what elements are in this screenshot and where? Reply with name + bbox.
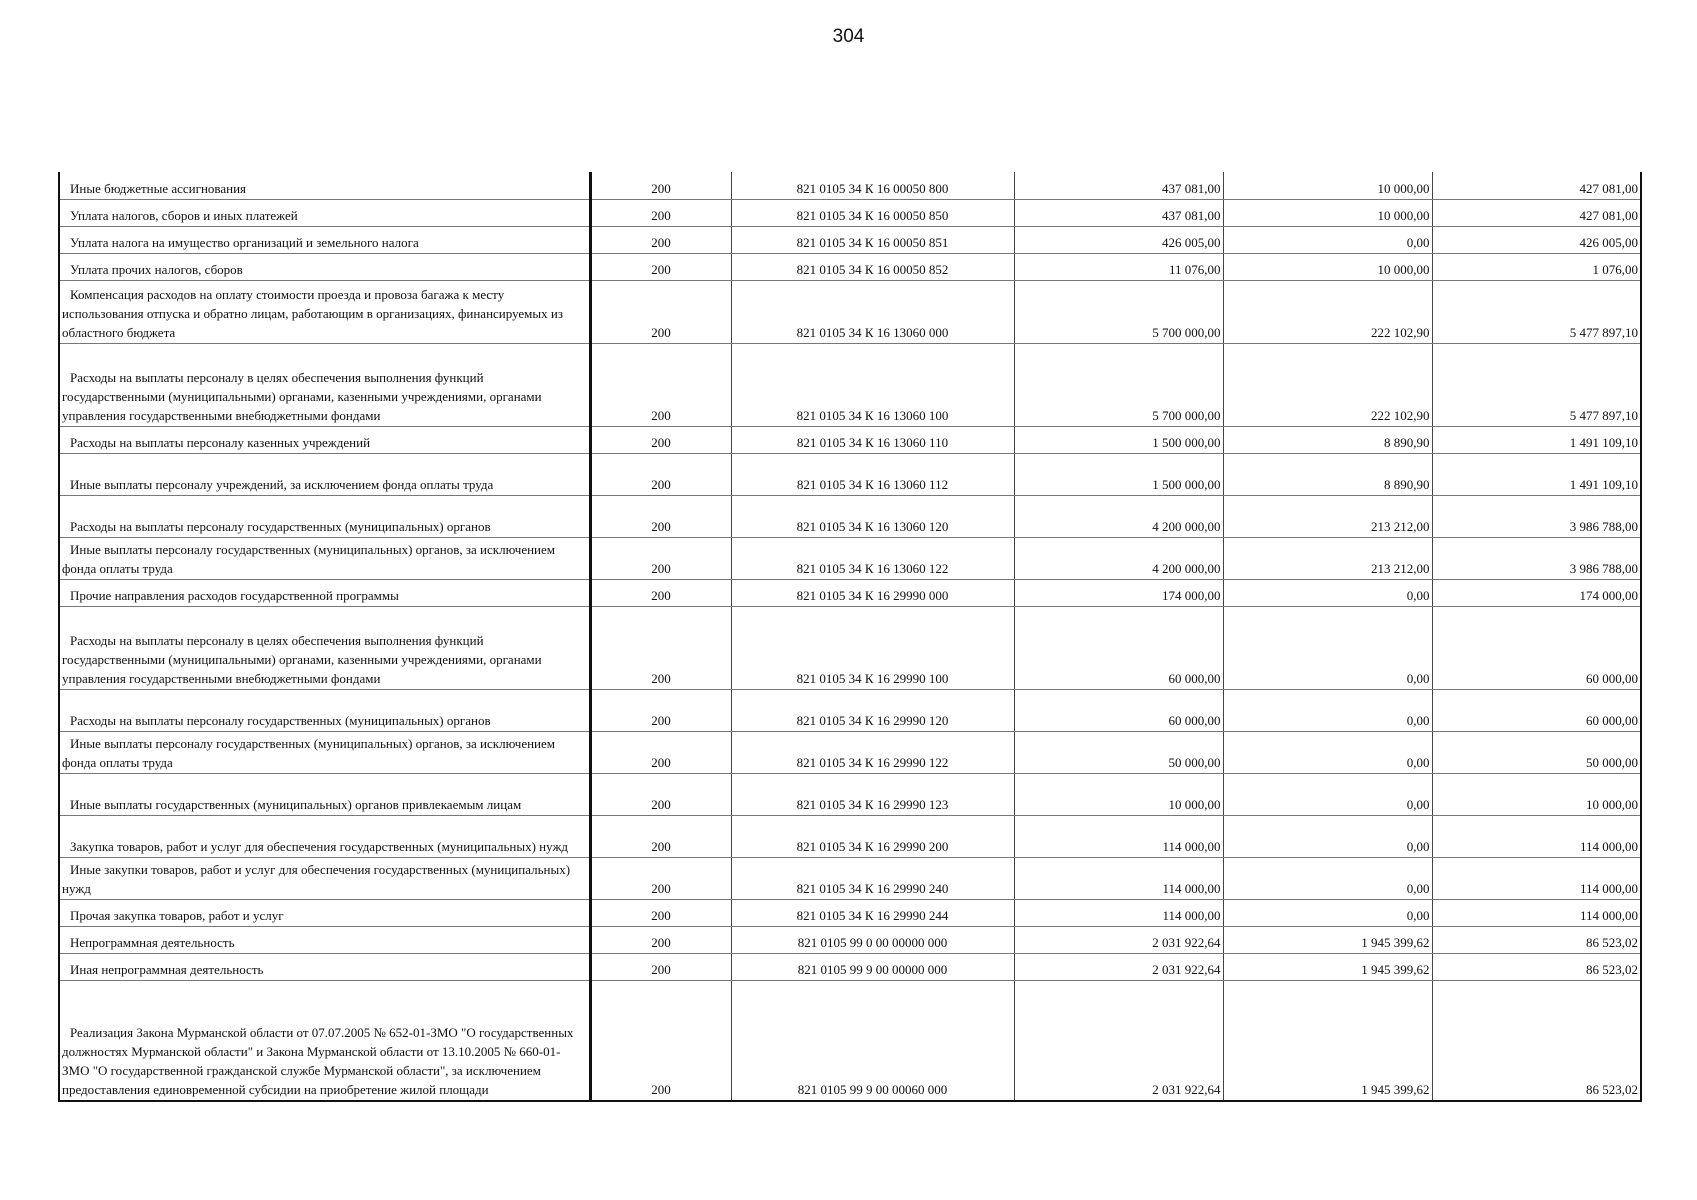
row-code: 200 — [590, 199, 731, 226]
row-value-2: 0,00 — [1223, 773, 1432, 815]
row-code: 200 — [590, 495, 731, 537]
row-kbk: 821 0105 99 9 00 00060 000 — [731, 980, 1014, 1101]
row-kbk: 821 0105 34 К 16 29990 120 — [731, 689, 1014, 731]
row-value-2: 8 890,90 — [1223, 426, 1432, 453]
row-value-3: 3 986 788,00 — [1432, 537, 1641, 579]
row-name: Закупка товаров, работ и услуг для обеспечения государственных (муниципальных) нужд — [59, 815, 590, 857]
table-row — [59, 343, 1641, 426]
row-value-1: 174 000,00 — [1014, 579, 1223, 606]
row-value-1: 11 076,00 — [1014, 253, 1223, 280]
row-code: 200 — [590, 579, 731, 606]
row-name: Расходы на выплаты персоналу государственных (муниципальных) органов — [59, 495, 590, 537]
table-row — [59, 226, 1641, 253]
row-value-3: 50 000,00 — [1432, 731, 1641, 773]
row-code: 200 — [590, 953, 731, 980]
row-code: 200 — [590, 815, 731, 857]
row-name: Расходы на выплаты персоналу казенных учреждений — [59, 426, 590, 453]
row-name: Уплата прочих налогов, сборов — [59, 253, 590, 280]
table-row — [59, 426, 1641, 453]
table-row — [59, 815, 1641, 857]
row-name: Непрограммная деятельность — [59, 926, 590, 953]
row-name: Иные выплаты персоналу государственных (муниципальных) органов, за исключением фонда оплаты труда — [59, 537, 590, 579]
row-name: Расходы на выплаты персоналу в целях обеспечения выполнения функций государственными (муниципальными) органами, казенными учреждениями, органами управления государственными внебюджетными фондами — [59, 343, 590, 426]
row-value-2: 0,00 — [1223, 226, 1432, 253]
row-name: Расходы на выплаты персоналу в целях обеспечения выполнения функций государственными (муниципальными) органами, казенными учреждениями, органами управления государственными внебюджетными фондами — [59, 606, 590, 689]
row-value-2: 0,00 — [1223, 606, 1432, 689]
row-name: Прочая закупка товаров, работ и услуг — [59, 899, 590, 926]
row-value-3: 114 000,00 — [1432, 857, 1641, 899]
row-name: Уплата налогов, сборов и иных платежей — [59, 199, 590, 226]
row-value-2: 10 000,00 — [1223, 253, 1432, 280]
row-value-3: 10 000,00 — [1432, 773, 1641, 815]
row-value-1: 50 000,00 — [1014, 731, 1223, 773]
table-row — [59, 980, 1641, 1101]
row-code: 200 — [590, 343, 731, 426]
table-row — [59, 199, 1641, 226]
row-kbk: 821 0105 34 К 16 13060 120 — [731, 495, 1014, 537]
row-value-1: 114 000,00 — [1014, 899, 1223, 926]
row-code: 200 — [590, 172, 731, 199]
row-kbk: 821 0105 34 К 16 13060 110 — [731, 426, 1014, 453]
row-name: Иные выплаты персоналу учреждений, за исключением фонда оплаты труда — [59, 453, 590, 495]
table-row — [59, 953, 1641, 980]
row-value-1: 2 031 922,64 — [1014, 926, 1223, 953]
row-kbk: 821 0105 34 К 16 00050 800 — [731, 172, 1014, 199]
row-value-3: 174 000,00 — [1432, 579, 1641, 606]
row-value-2: 222 102,90 — [1223, 280, 1432, 343]
row-value-2: 1 945 399,62 — [1223, 926, 1432, 953]
row-value-2: 0,00 — [1223, 899, 1432, 926]
row-code: 200 — [590, 426, 731, 453]
row-code: 200 — [590, 980, 731, 1101]
row-kbk: 821 0105 34 К 16 29990 100 — [731, 606, 1014, 689]
row-code: 200 — [590, 857, 731, 899]
row-value-2: 1 945 399,62 — [1223, 953, 1432, 980]
row-code: 200 — [590, 773, 731, 815]
row-value-3: 114 000,00 — [1432, 815, 1641, 857]
row-code: 200 — [590, 689, 731, 731]
row-name: Уплата налога на имущество организаций и земельного налога — [59, 226, 590, 253]
row-value-2: 213 212,00 — [1223, 537, 1432, 579]
row-value-3: 427 081,00 — [1432, 172, 1641, 199]
page-number: 304 — [832, 26, 865, 47]
table-row — [59, 495, 1641, 537]
row-code: 200 — [590, 253, 731, 280]
row-value-2: 8 890,90 — [1223, 453, 1432, 495]
row-name: Реализация Закона Мурманской области от 07.07.2005 № 652-01-ЗМО "О государственных должностях Мурманской области" и Закона Мурманской области от 13.10.2005 № 660-01-ЗМО "О государственной гражданской службе Мурманской области", за исключением предоставления единовременной субсидии на приобретение жилой площади — [59, 980, 590, 1101]
row-name: Прочие направления расходов государственной программы — [59, 579, 590, 606]
row-value-2: 1 945 399,62 — [1223, 980, 1432, 1101]
row-value-1: 437 081,00 — [1014, 172, 1223, 199]
row-value-2: 10 000,00 — [1223, 199, 1432, 226]
table-row — [59, 689, 1641, 731]
row-value-3: 86 523,02 — [1432, 980, 1641, 1101]
table-row — [59, 926, 1641, 953]
row-name: Расходы на выплаты персоналу государственных (муниципальных) органов — [59, 689, 590, 731]
row-kbk: 821 0105 34 К 16 13060 112 — [731, 453, 1014, 495]
row-value-3: 114 000,00 — [1432, 899, 1641, 926]
table-row — [59, 773, 1641, 815]
row-kbk: 821 0105 34 К 16 00050 850 — [731, 199, 1014, 226]
row-value-1: 60 000,00 — [1014, 689, 1223, 731]
row-code: 200 — [590, 926, 731, 953]
row-code: 200 — [590, 226, 731, 253]
row-value-3: 86 523,02 — [1432, 926, 1641, 953]
row-name: Иные бюджетные ассигнования — [59, 172, 590, 199]
row-name: Иные закупки товаров, работ и услуг для обеспечения государственных (муниципальных) нужд — [59, 857, 590, 899]
budget-table-body — [59, 172, 1641, 1101]
row-kbk: 821 0105 34 К 16 29990 000 — [731, 579, 1014, 606]
row-value-2: 0,00 — [1223, 815, 1432, 857]
row-name: Компенсация расходов на оплату стоимости проезда и провоза багажа к месту использования отпуска и обратно лицам, работающим в организациях, финансируемых из областного бюджета — [59, 280, 590, 343]
table-row — [59, 606, 1641, 689]
row-kbk: 821 0105 34 К 16 29990 244 — [731, 899, 1014, 926]
row-value-1: 114 000,00 — [1014, 857, 1223, 899]
table-row — [59, 899, 1641, 926]
row-value-1: 1 500 000,00 — [1014, 426, 1223, 453]
row-value-3: 86 523,02 — [1432, 953, 1641, 980]
row-value-3: 5 477 897,10 — [1432, 343, 1641, 426]
row-value-1: 4 200 000,00 — [1014, 495, 1223, 537]
row-code: 200 — [590, 453, 731, 495]
row-value-1: 2 031 922,64 — [1014, 980, 1223, 1101]
row-value-3: 60 000,00 — [1432, 689, 1641, 731]
row-name: Иная непрограммная деятельность — [59, 953, 590, 980]
row-value-3: 1 491 109,10 — [1432, 426, 1641, 453]
row-value-2: 0,00 — [1223, 857, 1432, 899]
row-kbk: 821 0105 34 К 16 29990 200 — [731, 815, 1014, 857]
row-value-2: 222 102,90 — [1223, 343, 1432, 426]
row-kbk: 821 0105 34 К 16 29990 123 — [731, 773, 1014, 815]
row-value-2: 0,00 — [1223, 579, 1432, 606]
row-value-1: 1 500 000,00 — [1014, 453, 1223, 495]
row-value-2: 0,00 — [1223, 689, 1432, 731]
row-code: 200 — [590, 537, 731, 579]
row-value-3: 427 081,00 — [1432, 199, 1641, 226]
table-row — [59, 857, 1641, 899]
row-code: 200 — [590, 899, 731, 926]
row-code: 200 — [590, 280, 731, 343]
row-value-1: 4 200 000,00 — [1014, 537, 1223, 579]
row-value-1: 114 000,00 — [1014, 815, 1223, 857]
row-kbk: 821 0105 99 9 00 00000 000 — [731, 953, 1014, 980]
table-row — [59, 731, 1641, 773]
row-kbk: 821 0105 34 К 16 00050 851 — [731, 226, 1014, 253]
table-row — [59, 579, 1641, 606]
row-value-1: 2 031 922,64 — [1014, 953, 1223, 980]
table-row — [59, 172, 1641, 199]
row-code: 200 — [590, 731, 731, 773]
table-row — [59, 253, 1641, 280]
row-value-1: 426 005,00 — [1014, 226, 1223, 253]
row-kbk: 821 0105 99 0 00 00000 000 — [731, 926, 1014, 953]
row-value-1: 10 000,00 — [1014, 773, 1223, 815]
row-value-3: 3 986 788,00 — [1432, 495, 1641, 537]
table-row — [59, 537, 1641, 579]
row-kbk: 821 0105 34 К 16 29990 240 — [731, 857, 1014, 899]
row-value-3: 1 491 109,10 — [1432, 453, 1641, 495]
row-code: 200 — [590, 606, 731, 689]
row-kbk: 821 0105 34 К 16 29990 122 — [731, 731, 1014, 773]
row-value-3: 5 477 897,10 — [1432, 280, 1641, 343]
row-value-3: 60 000,00 — [1432, 606, 1641, 689]
row-value-1: 5 700 000,00 — [1014, 280, 1223, 343]
row-name: Иные выплаты государственных (муниципальных) органов привлекаемым лицам — [59, 773, 590, 815]
row-value-2: 0,00 — [1223, 731, 1432, 773]
row-kbk: 821 0105 34 К 16 13060 100 — [731, 343, 1014, 426]
row-value-2: 10 000,00 — [1223, 172, 1432, 199]
table-row — [59, 453, 1641, 495]
row-name: Иные выплаты персоналу государственных (муниципальных) органов, за исключением фонда оплаты труда — [59, 731, 590, 773]
row-kbk: 821 0105 34 К 16 13060 000 — [731, 280, 1014, 343]
row-value-1: 5 700 000,00 — [1014, 343, 1223, 426]
row-kbk: 821 0105 34 К 16 00050 852 — [731, 253, 1014, 280]
table-row — [59, 280, 1641, 343]
row-value-3: 426 005,00 — [1432, 226, 1641, 253]
row-kbk: 821 0105 34 К 16 13060 122 — [731, 537, 1014, 579]
row-value-1: 437 081,00 — [1014, 199, 1223, 226]
row-value-3: 1 076,00 — [1432, 253, 1641, 280]
row-value-2: 213 212,00 — [1223, 495, 1432, 537]
row-value-1: 60 000,00 — [1014, 606, 1223, 689]
budget-table — [58, 172, 1642, 1102]
